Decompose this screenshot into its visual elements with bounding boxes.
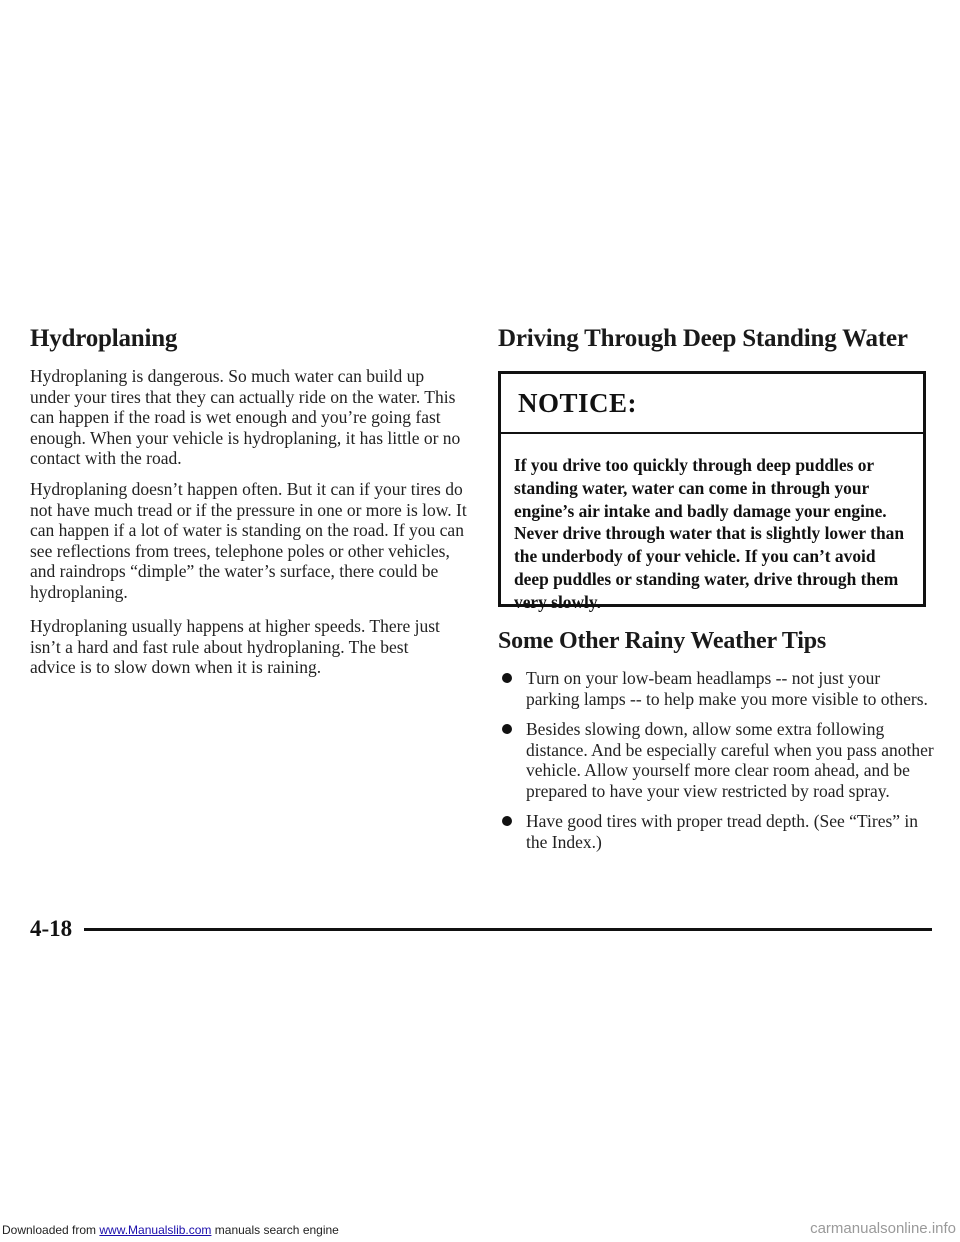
download-footer: [2, 1223, 339, 1237]
bullet-icon: [502, 816, 512, 826]
bullet-icon: [502, 673, 512, 683]
notice-text: If you drive too quickly through deep puddles or standing water, water can come in through your engine’s air intake and badly damage your engine. Never drive through water that is slightly lower than the underbody of your vehicle. If you can’t avoid deep puddles or standing water, drive through them very slowly.: [514, 455, 904, 612]
notice-header: [501, 374, 923, 434]
list-item: [498, 719, 934, 801]
rainy-tips-heading: Some Other Rainy Weather Tips: [498, 628, 827, 654]
tip-text: Have good tires with proper tread depth. (See “Tires” in the Index.): [526, 811, 919, 852]
page-number: 4-18: [30, 916, 73, 941]
hydroplaning-paragraph-2: Hydroplaning doesn’t happen often. But it can if your tires do not have much tread or if the pressure in one or more is low. It can happen if a lot of water is standing on the road. If you can see reflections from trees, telephone poles or other vehicles, and raindrops “dimple” the water’s surface, there could be hydroplaning.: [30, 479, 467, 602]
hydroplaning-paragraph-3: Hydroplaning usually happens at higher speeds. There just isn’t a hard and fast rule about hydroplaning. The best advice is to slow down when it is raining.: [30, 616, 440, 677]
list-item: [498, 668, 934, 709]
tip-text: Besides slowing down, allow some extra following distance. And be especially careful when you pass another vehicle. Allow yourself more clear room ahead, and be prepared to have your view restricted by road spray.: [526, 719, 934, 801]
hydroplaning-paragraph-1: Hydroplaning is dangerous. So much water can build up under your tires that they can actually ride on the water. This can happen if the road is wet enough and you’re going fast enough. When your vehicle is hydroplaning, it has little or no contact with the road.: [30, 366, 461, 468]
tip-text: Turn on your low-beam headlamps -- not just your parking lamps -- to help make you more visible to others.: [526, 668, 928, 709]
footer-suffix: manuals search engine: [211, 1223, 339, 1237]
footer-prefix: Downloaded from: [2, 1223, 100, 1237]
notice-box: [498, 371, 926, 612]
list-item: [498, 811, 934, 852]
bullet-icon: [502, 724, 512, 734]
hydroplaning-heading: Hydroplaning: [30, 325, 178, 352]
footer-rule: [84, 928, 932, 931]
manualslib-link[interactable]: www.Manualslib.com: [99, 1223, 212, 1237]
deep-water-heading: Driving Through Deep Standing Water: [498, 325, 908, 352]
notice-title: NOTICE:: [518, 388, 638, 418]
watermark: carmanualsonline.info: [810, 1220, 956, 1237]
rainy-tips-list: [498, 668, 934, 852]
